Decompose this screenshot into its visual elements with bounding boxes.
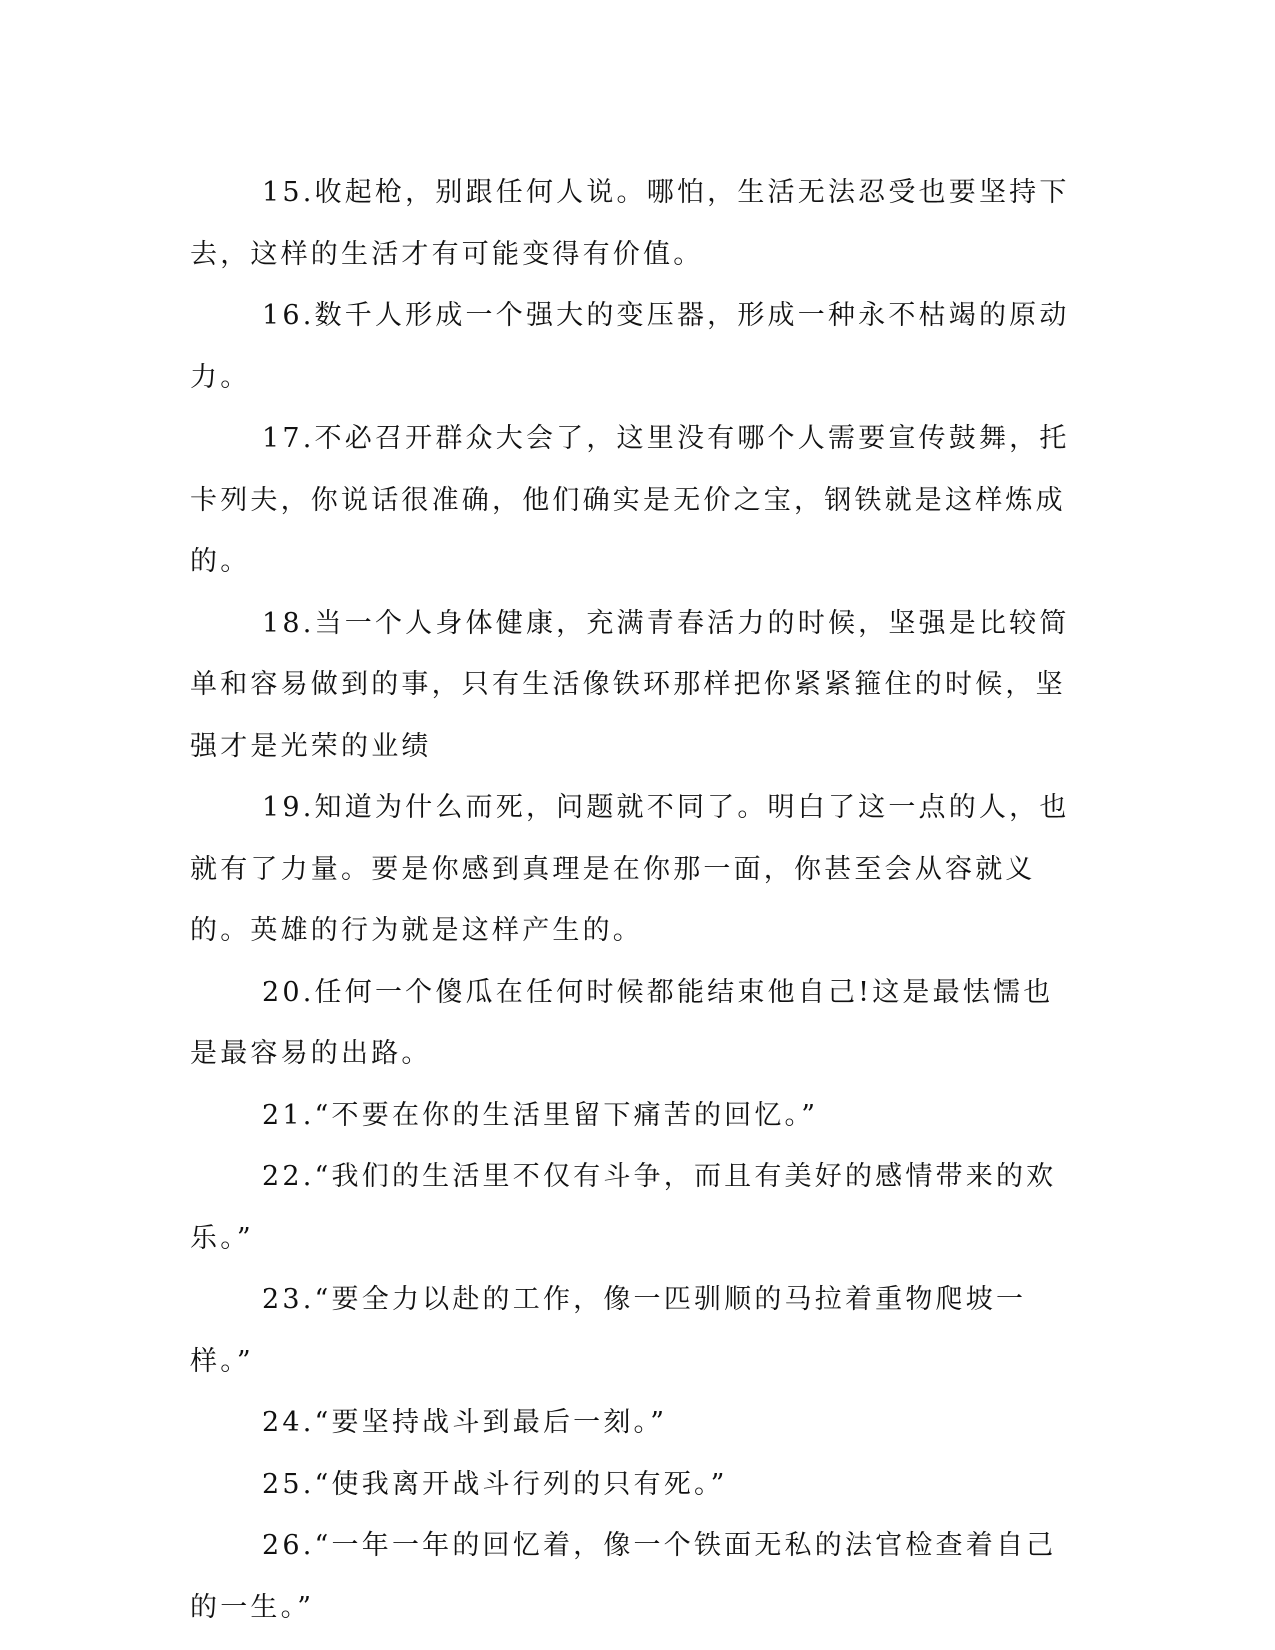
paragraph-24: 24.“要坚持战斗到最后一刻。”	[262, 1407, 668, 1438]
paragraph-25: 25.“使我离开战斗行列的只有死。”	[262, 1468, 728, 1500]
paragraph-19: 19.知道为什么而死，问题就不同了。明白了这一点的人，也就有了力量。要是你感到真理是在你那一面，你甚至会从容就义的。英雄的行为就是这样产生的。	[190, 792, 1070, 946]
paragraph-18: 18.当一个人身体健康，充满青春活力的时候，坚强是比较简单和容易做到的事，只有生活像铁环那样把你紧紧箍住的时候，坚强才是光荣的业绩	[190, 607, 1070, 762]
paragraph-26: 26.“一年一年的回忆着，像一个铁面无私的法官检查着自己的一生。”	[190, 1530, 1057, 1623]
paragraph-20: 20.任何一个傻瓜在任何时候都能结束他自己!这是最怯懦也是最容易的出路。	[190, 976, 1054, 1069]
document-body	[190, 162, 1075, 1638]
paragraph-23: 23.“要全力以赴的工作，像一匹驯顺的马拉着重物爬坡一样。”	[190, 1284, 1027, 1377]
paragraph-22: 22.“我们的生活里不仅有斗争，而且有美好的感情带来的欢乐。”	[190, 1161, 1057, 1254]
paragraph-15: 15.收起枪，别跟任何人说。哪怕，生活无法忍受也要坚持下去，这样的生活才有可能变得有价值。	[190, 177, 1070, 270]
paragraph-21: 21.“不要在你的生活里留下痛苦的回忆。”	[262, 1099, 819, 1131]
paragraph-17: 17.不必召开群众大会了，这里没有哪个人需要宣传鼓舞，托卡列夫，你说话很准确，他们确实是无价之宝，钢铁就是这样炼成的。	[190, 423, 1070, 577]
paragraph-16: 16.数千人形成一个强大的变压器，形成一种永不枯竭的原动力。	[190, 300, 1070, 393]
